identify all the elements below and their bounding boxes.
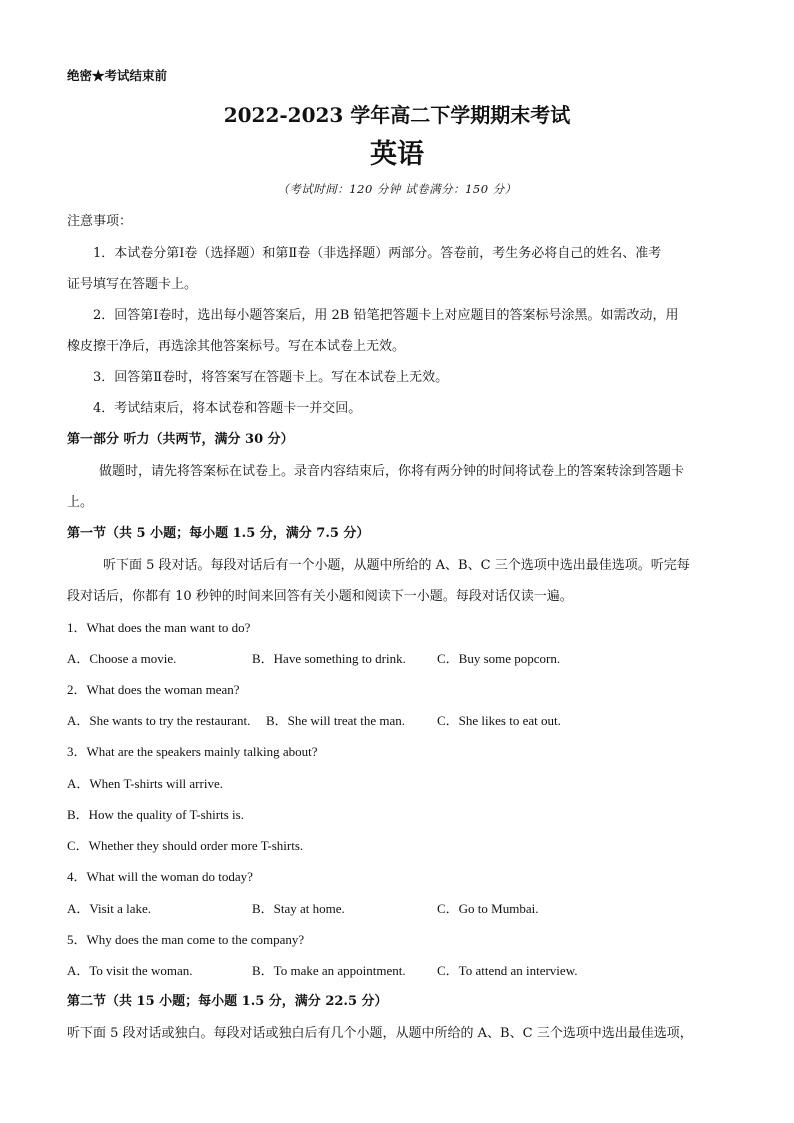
exam-time-info: （考试时间：120 分钟 试卷满分：150 分）: [277, 182, 517, 196]
question-2-option-a: A．She wants to try the restaurant.: [67, 713, 251, 728]
part1-intro-line-2: 上。: [67, 495, 94, 510]
exam-title: 2022-2023 学年高二下学期期末考试: [223, 103, 571, 127]
part1-intro-line-1: 做题时，请先将答案标在试卷上。录音内容结束后，你将有两分钟的时间将试卷上的答案转涂到答题卡: [99, 464, 685, 479]
question-1-option-c: C．Buy some popcorn.: [437, 651, 561, 666]
section1-intro-line-2: 段对话后，你都有 10 秒钟的时间来回答有关小题和阅读下一小题。每段对话仅读一遍。: [67, 589, 573, 604]
question-2-option-b: B．She will treat the man.: [266, 713, 406, 728]
question-3: 3．What are the speakers mainly talking about?: [67, 744, 318, 759]
notice-item-2-line-2: 橡皮擦干净后，再选涂其他答案标号。写在本试卷上无效。: [67, 339, 406, 354]
section1-intro-line-1: 听下面 5 段对话。每段对话后有一个小题，从题中所给的 A、B、C 三个选项中选出最佳选项。听完每: [103, 558, 690, 573]
question-3-option-b: B．How the quality of T-shirts is.: [67, 807, 244, 822]
question-4-option-c: C．Go to Mumbai.: [437, 901, 539, 916]
question-5-option-a: A．To visit the woman.: [67, 963, 193, 978]
question-3-option-c: C．Whether they should order more T-shirts.: [67, 838, 304, 853]
question-4-option-b: B．Stay at home.: [252, 901, 345, 916]
question-1: 1．What does the man want to do?: [67, 620, 251, 635]
section1-heading: 第一节（共 5 小题；每小题 1.5 分，满分 7.5 分）: [67, 526, 370, 541]
question-2: 2．What does the woman mean?: [67, 682, 240, 697]
question-1-option-a: A．Choose a movie.: [67, 651, 177, 666]
subject-title: 英语: [370, 139, 424, 170]
question-2-option-c: C．She likes to eat out.: [437, 713, 561, 728]
question-1-option-b: B．Have something to drink.: [252, 651, 406, 666]
notice-heading: 注意事项：: [67, 214, 133, 229]
question-4-option-a: A．Visit a lake.: [67, 901, 152, 916]
notice-item-1-line-1: 1．本试卷分第Ⅰ卷（选择题）和第Ⅱ卷（非选择题）两部分。答卷前，考生务必将自己的姓名、准考: [93, 246, 662, 261]
section2-heading: 第二节（共 15 小题；每小题 1.5 分，满分 22.5 分）: [67, 994, 388, 1009]
question-3-option-a: A．When T-shirts will arrive.: [67, 776, 223, 791]
question-5-option-b: B．To make an appointment.: [252, 963, 406, 978]
section2-intro-line-1: 听下面 5 段对话或独白。每段对话或独白后有几个小题，从题中所给的 A、B、C 三个选项中选出最佳选项，: [67, 1026, 693, 1041]
part1-heading: 第一部分 听力（共两节，满分 30 分）: [67, 432, 294, 447]
question-5-option-c: C．To attend an interview.: [437, 963, 578, 978]
notice-item-4: 4．考试结束后，将本试卷和答题卡一并交回。: [93, 401, 362, 416]
notice-item-3: 3．回答第Ⅱ卷时，将答案写在答题卡上。写在本试卷上无效。: [93, 370, 449, 385]
notice-item-1-line-2: 证号填写在答题卡上。: [67, 277, 198, 292]
confidential-label: 绝密★考试结束前: [67, 68, 168, 83]
question-5: 5．Why does the man come to the company?: [67, 932, 305, 947]
notice-item-2-line-1: 2．回答第Ⅰ卷时，选出每小题答案后，用 2B 铅笔把答题卡上对应题目的答案标号涂黑。如需改动，用: [93, 308, 679, 323]
question-4: 4．What will the woman do today?: [67, 869, 253, 884]
